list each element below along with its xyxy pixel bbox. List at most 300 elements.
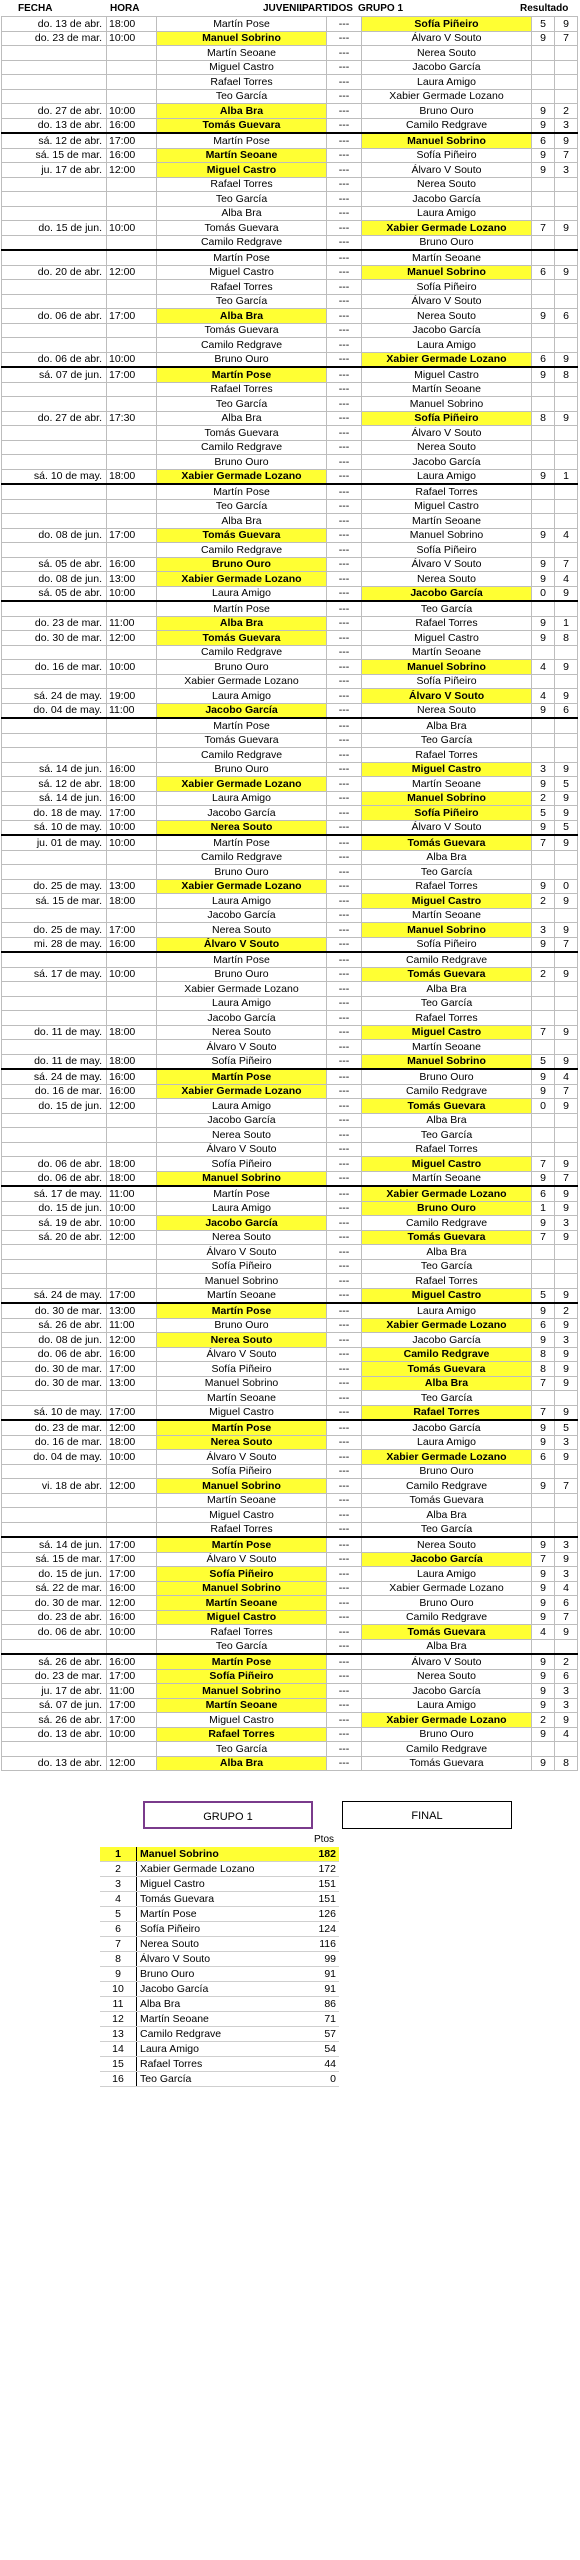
match-date	[2, 645, 107, 660]
home-score	[532, 543, 555, 558]
standings-table	[100, 1847, 339, 2087]
match-date	[2, 177, 107, 192]
match-time	[107, 1391, 157, 1406]
match-time: 10:00	[107, 586, 157, 601]
away-score: 4	[555, 1727, 578, 1742]
away-score: 5	[555, 777, 578, 792]
home-player: Xabier Germade Lozano	[157, 982, 327, 997]
match-separator: ---	[327, 177, 362, 192]
away-score	[555, 601, 578, 616]
home-player: Rafael Torres	[157, 280, 327, 295]
away-player: Sofía Piñeiro	[362, 806, 532, 821]
match-date: sá. 07 de jun.	[2, 1698, 107, 1713]
away-score: 4	[555, 528, 578, 543]
away-player: Jacobo García	[362, 323, 532, 338]
home-player: Xabier Germade Lozano	[157, 674, 327, 689]
match-date: sá. 14 de jun.	[2, 762, 107, 777]
home-player: Sofía Piñeiro	[157, 1157, 327, 1172]
match-separator: ---	[327, 1581, 362, 1596]
match-time	[107, 280, 157, 295]
match-date: ju. 17 de abr.	[2, 1684, 107, 1699]
away-score: 2	[555, 1303, 578, 1318]
away-player: Martín Seoane	[362, 514, 532, 529]
match-time	[107, 1639, 157, 1654]
match-row	[2, 177, 578, 192]
away-score: 9	[555, 689, 578, 704]
home-player: Martín Seoane	[157, 1288, 327, 1303]
match-time	[107, 1274, 157, 1289]
away-score: 3	[555, 1537, 578, 1552]
away-player: Martín Seoane	[362, 777, 532, 792]
away-player: Martín Seoane	[362, 1171, 532, 1186]
match-separator: ---	[327, 1245, 362, 1260]
match-row	[2, 1625, 578, 1640]
match-date: do. 08 de jun.	[2, 1333, 107, 1348]
away-player: Tomás Guevara	[362, 967, 532, 982]
away-player: Martín Seoane	[362, 250, 532, 265]
home-score: 9	[532, 367, 555, 382]
away-score	[555, 46, 578, 61]
match-row	[2, 250, 578, 265]
away-player: Camilo Redgrave	[362, 1610, 532, 1625]
match-date	[2, 89, 107, 104]
away-player: Nerea Souto	[362, 177, 532, 192]
away-score: 3	[555, 1698, 578, 1713]
standing-player: Miguel Castro	[137, 1877, 304, 1892]
match-row	[2, 1391, 578, 1406]
away-player: Tomás Guevara	[362, 1493, 532, 1508]
home-score: 3	[532, 762, 555, 777]
match-separator: ---	[327, 586, 362, 601]
match-time: 16:00	[107, 1610, 157, 1625]
away-player: Xabier Germade Lozano	[362, 89, 532, 104]
match-row	[2, 1186, 578, 1201]
away-score	[555, 338, 578, 353]
home-player: Alba Bra	[157, 206, 327, 221]
home-player: Bruno Ouro	[157, 557, 327, 572]
match-time	[107, 426, 157, 441]
home-player: Martín Pose	[157, 367, 327, 382]
match-row	[2, 703, 578, 718]
away-player: Rafael Torres	[362, 1142, 532, 1157]
match-row	[2, 718, 578, 733]
match-time: 13:00	[107, 1303, 157, 1318]
home-score	[532, 1639, 555, 1654]
home-score: 9	[532, 528, 555, 543]
home-player: Martín Pose	[157, 133, 327, 148]
away-score	[555, 294, 578, 309]
home-score	[532, 1742, 555, 1757]
home-player: Rafael Torres	[157, 382, 327, 397]
match-time	[107, 382, 157, 397]
home-player: Rafael Torres	[157, 1727, 327, 1742]
standing-position: 7	[100, 1937, 137, 1952]
home-player: Camilo Redgrave	[157, 235, 327, 250]
home-score	[532, 748, 555, 763]
match-time: 16:00	[107, 762, 157, 777]
home-score	[532, 192, 555, 207]
match-row	[2, 1362, 578, 1377]
match-time: 10:00	[107, 1625, 157, 1640]
home-score	[532, 718, 555, 733]
away-score: 6	[555, 309, 578, 324]
home-score	[532, 1245, 555, 1260]
away-score: 8	[555, 367, 578, 382]
match-date: sá. 05 de abr.	[2, 557, 107, 572]
match-separator: ---	[327, 1069, 362, 1084]
match-row	[2, 1567, 578, 1582]
home-score	[532, 1274, 555, 1289]
match-row	[2, 104, 578, 119]
standing-player: Sofía Piñeiro	[137, 1922, 304, 1937]
home-score: 9	[532, 631, 555, 646]
away-score: 9	[555, 894, 578, 909]
match-time: 13:00	[107, 1376, 157, 1391]
match-date	[2, 1508, 107, 1523]
standing-points: 91	[303, 1982, 339, 1997]
home-score	[532, 952, 555, 967]
match-date: sá. 05 de abr.	[2, 586, 107, 601]
match-date: do. 30 de mar.	[2, 631, 107, 646]
match-separator: ---	[327, 1537, 362, 1552]
standing-row	[100, 2072, 339, 2087]
home-score: 9	[532, 31, 555, 46]
home-player: Laura Amigo	[157, 586, 327, 601]
home-player: Manuel Sobrino	[157, 1479, 327, 1494]
away-player: Nerea Souto	[362, 46, 532, 61]
home-score	[532, 1011, 555, 1026]
match-separator: ---	[327, 499, 362, 514]
away-player: Jacobo García	[362, 1333, 532, 1348]
match-row	[2, 1713, 578, 1728]
away-player: Teo García	[362, 601, 532, 616]
home-score	[532, 323, 555, 338]
away-player: Álvaro V Souto	[362, 689, 532, 704]
standing-row	[100, 1922, 339, 1937]
match-date: do. 15 de jun.	[2, 221, 107, 236]
away-score	[555, 1493, 578, 1508]
away-player: Alba Bra	[362, 1245, 532, 1260]
home-player: Manuel Sobrino	[157, 1274, 327, 1289]
away-score	[555, 440, 578, 455]
match-time	[107, 250, 157, 265]
match-time	[107, 1040, 157, 1055]
home-score: 9	[532, 1303, 555, 1318]
match-separator: ---	[327, 1610, 362, 1625]
match-separator: ---	[327, 674, 362, 689]
home-player: Nerea Souto	[157, 1128, 327, 1143]
standing-player: Alba Bra	[137, 1997, 304, 2012]
home-score	[532, 294, 555, 309]
home-score: 9	[532, 1171, 555, 1186]
match-time: 11:00	[107, 703, 157, 718]
standing-position: 13	[100, 2027, 137, 2042]
match-separator: ---	[327, 426, 362, 441]
match-time: 12:00	[107, 1420, 157, 1435]
home-player: Álvaro V Souto	[157, 1040, 327, 1055]
match-time	[107, 865, 157, 880]
match-row	[2, 952, 578, 967]
match-date: do. 04 de may.	[2, 703, 107, 718]
away-score: 8	[555, 631, 578, 646]
home-score	[532, 908, 555, 923]
home-player: Martín Seoane	[157, 46, 327, 61]
match-date: sá. 24 de may.	[2, 689, 107, 704]
match-row	[2, 1522, 578, 1537]
home-player: Nerea Souto	[157, 820, 327, 835]
away-score	[555, 455, 578, 470]
match-time	[107, 75, 157, 90]
away-score: 3	[555, 1567, 578, 1582]
match-date	[2, 440, 107, 455]
match-time: 10:00	[107, 352, 157, 367]
away-player: Manuel Sobrino	[362, 397, 532, 412]
match-separator: ---	[327, 1479, 362, 1494]
match-separator: ---	[327, 1450, 362, 1465]
standing-row	[100, 1862, 339, 1877]
match-date: sá. 24 de may.	[2, 1288, 107, 1303]
match-separator: ---	[327, 1552, 362, 1567]
home-player: Manuel Sobrino	[157, 1376, 327, 1391]
home-score: 9	[532, 777, 555, 792]
away-score: 8	[555, 1756, 578, 1771]
away-player: Sofía Piñeiro	[362, 411, 532, 426]
match-row	[2, 235, 578, 250]
match-row	[2, 192, 578, 207]
match-separator: ---	[327, 660, 362, 675]
home-player: Teo García	[157, 294, 327, 309]
away-score: 9	[555, 411, 578, 426]
standing-row	[100, 1982, 339, 1997]
home-player: Nerea Souto	[157, 1333, 327, 1348]
standing-points: 57	[303, 2027, 339, 2042]
home-player: Martín Seoane	[157, 1493, 327, 1508]
match-date: do. 18 de may.	[2, 806, 107, 821]
match-separator: ---	[327, 777, 362, 792]
match-separator: ---	[327, 1084, 362, 1099]
standing-position: 10	[100, 1982, 137, 1997]
match-row	[2, 148, 578, 163]
standing-points: 99	[303, 1952, 339, 1967]
match-separator: ---	[327, 806, 362, 821]
standing-row	[100, 1997, 339, 2012]
away-player: Miguel Castro	[362, 894, 532, 909]
home-score: 6	[532, 265, 555, 280]
match-time	[107, 543, 157, 558]
match-time	[107, 323, 157, 338]
away-player: Tomás Guevara	[362, 1099, 532, 1114]
match-date	[2, 1274, 107, 1289]
match-time: 17:00	[107, 133, 157, 148]
home-player: Miguel Castro	[157, 1405, 327, 1420]
home-player: Miguel Castro	[157, 1508, 327, 1523]
match-separator: ---	[327, 118, 362, 133]
home-score: 9	[532, 1479, 555, 1494]
home-player: Xabier Germade Lozano	[157, 879, 327, 894]
standing-points: 151	[303, 1877, 339, 1892]
home-player: Bruno Ouro	[157, 967, 327, 982]
home-score: 9	[532, 1069, 555, 1084]
match-separator: ---	[327, 1405, 362, 1420]
away-score: 9	[555, 835, 578, 850]
match-row	[2, 1259, 578, 1274]
match-date	[2, 982, 107, 997]
away-score: 9	[555, 133, 578, 148]
away-player: Xabier Germade Lozano	[362, 1186, 532, 1201]
home-score	[532, 1391, 555, 1406]
match-row	[2, 133, 578, 148]
home-score: 1	[532, 1201, 555, 1216]
away-player: Miguel Castro	[362, 367, 532, 382]
summary-boxes	[0, 1771, 580, 1831]
match-date: do. 27 de abr.	[2, 104, 107, 119]
home-score: 6	[532, 1450, 555, 1465]
header-group: GRUPO 1	[358, 3, 404, 14]
match-time: 10:00	[107, 967, 157, 982]
match-row	[2, 469, 578, 484]
match-separator: ---	[327, 1639, 362, 1654]
match-separator: ---	[327, 1274, 362, 1289]
away-player: Miguel Castro	[362, 1288, 532, 1303]
match-row	[2, 762, 578, 777]
away-score	[555, 645, 578, 660]
match-date	[2, 60, 107, 75]
away-score: 9	[555, 967, 578, 982]
match-row	[2, 850, 578, 865]
match-date	[2, 338, 107, 353]
home-score: 9	[532, 616, 555, 631]
match-row	[2, 17, 578, 32]
away-score	[555, 89, 578, 104]
match-time: 13:00	[107, 572, 157, 587]
match-time: 12:00	[107, 265, 157, 280]
match-date: do. 06 de abr.	[2, 1625, 107, 1640]
match-separator: ---	[327, 850, 362, 865]
match-date: sá. 17 de may.	[2, 1186, 107, 1201]
home-score: 9	[532, 937, 555, 952]
away-player: Jacobo García	[362, 60, 532, 75]
away-score	[555, 75, 578, 90]
away-player: Martín Seoane	[362, 1040, 532, 1055]
match-row	[2, 982, 578, 997]
match-separator: ---	[327, 645, 362, 660]
match-date: do. 15 de jun.	[2, 1567, 107, 1582]
home-player: Martín Seoane	[157, 1698, 327, 1713]
match-separator: ---	[327, 1391, 362, 1406]
away-player: Alba Bra	[362, 1376, 532, 1391]
away-score: 7	[555, 1479, 578, 1494]
match-row	[2, 323, 578, 338]
away-score: 7	[555, 148, 578, 163]
away-score	[555, 397, 578, 412]
match-row	[2, 499, 578, 514]
match-row	[2, 1084, 578, 1099]
home-score: 9	[532, 118, 555, 133]
match-time	[107, 601, 157, 616]
match-time: 12:00	[107, 631, 157, 646]
match-separator: ---	[327, 309, 362, 324]
match-row	[2, 967, 578, 982]
away-player: Sofía Piñeiro	[362, 937, 532, 952]
home-player: Álvaro V Souto	[157, 1245, 327, 1260]
match-time	[107, 397, 157, 412]
match-time: 17:00	[107, 367, 157, 382]
home-player: Martín Pose	[157, 1186, 327, 1201]
match-row	[2, 1288, 578, 1303]
home-player: Sofía Piñeiro	[157, 1567, 327, 1582]
match-row	[2, 514, 578, 529]
standing-row	[100, 1877, 339, 1892]
away-score	[555, 177, 578, 192]
match-time: 18:00	[107, 469, 157, 484]
home-score	[532, 206, 555, 221]
away-score	[555, 543, 578, 558]
home-player: Alba Bra	[157, 1756, 327, 1771]
match-separator: ---	[327, 1259, 362, 1274]
match-separator: ---	[327, 469, 362, 484]
match-separator: ---	[327, 733, 362, 748]
away-score	[555, 280, 578, 295]
match-separator: ---	[327, 908, 362, 923]
standing-position: 14	[100, 2042, 137, 2057]
standing-row	[100, 1952, 339, 1967]
home-score	[532, 1040, 555, 1055]
away-score	[555, 1259, 578, 1274]
match-separator: ---	[327, 937, 362, 952]
match-row	[2, 1435, 578, 1450]
away-player: Nerea Souto	[362, 440, 532, 455]
match-separator: ---	[327, 1186, 362, 1201]
match-time: 11:00	[107, 1186, 157, 1201]
home-player: Álvaro V Souto	[157, 1142, 327, 1157]
match-date: do. 13 de abr.	[2, 1727, 107, 1742]
home-player: Bruno Ouro	[157, 455, 327, 470]
match-date: sá. 10 de may.	[2, 469, 107, 484]
match-row	[2, 1054, 578, 1069]
away-score	[555, 235, 578, 250]
home-score: 9	[532, 1420, 555, 1435]
match-separator: ---	[327, 1464, 362, 1479]
away-player: Nerea Souto	[362, 572, 532, 587]
match-date	[2, 748, 107, 763]
home-player: Bruno Ouro	[157, 762, 327, 777]
match-separator: ---	[327, 1201, 362, 1216]
match-date	[2, 426, 107, 441]
away-score: 4	[555, 1069, 578, 1084]
match-row	[2, 280, 578, 295]
home-player: Martín Pose	[157, 484, 327, 499]
away-player: Álvaro V Souto	[362, 557, 532, 572]
home-player: Teo García	[157, 89, 327, 104]
match-separator: ---	[327, 1713, 362, 1728]
match-time	[107, 996, 157, 1011]
away-score: 3	[555, 163, 578, 178]
away-player: Miguel Castro	[362, 631, 532, 646]
away-score: 9	[555, 1318, 578, 1333]
match-time: 10:00	[107, 1216, 157, 1231]
away-player: Tomás Guevara	[362, 1230, 532, 1245]
home-player: Xabier Germade Lozano	[157, 469, 327, 484]
match-date	[2, 1522, 107, 1537]
match-date: sá. 17 de may.	[2, 967, 107, 982]
away-player: Martín Seoane	[362, 382, 532, 397]
away-score: 1	[555, 469, 578, 484]
home-score: 6	[532, 1318, 555, 1333]
match-row	[2, 937, 578, 952]
match-date: sá. 26 de abr.	[2, 1654, 107, 1669]
match-separator: ---	[327, 338, 362, 353]
match-time	[107, 1522, 157, 1537]
